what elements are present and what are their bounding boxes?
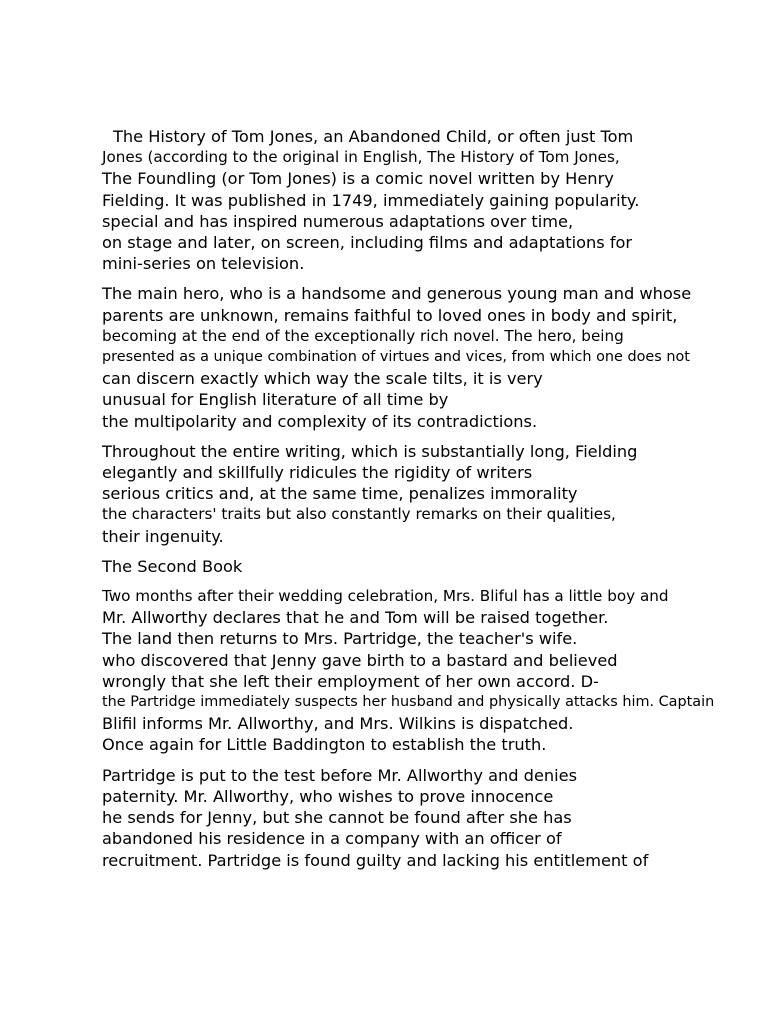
text-line: serious critics and, at the same time, penalizes immorality	[102, 484, 578, 504]
text-line: special and has inspired numerous adaptations over time,	[102, 211, 574, 231]
text-line: wrongly that she left their employment of her own accord. D-	[102, 671, 599, 691]
text-line: the Partridge immediately suspects her husband and physically attacks him. Captain	[102, 694, 715, 711]
text-line: Throughout the entire writing, which is substantially long, Fielding	[102, 441, 638, 461]
paragraph-second-book	[102, 586, 762, 756]
paragraph-fielding	[102, 441, 762, 547]
text-line: becoming at the end of the exceptionally rich novel. The hero, being	[102, 326, 624, 345]
text-line: Once again for Little Baddington to establish the truth.	[102, 735, 547, 755]
text-line: elegantly and skillfully ridicules the rigidity of writers	[102, 463, 533, 483]
document-body	[102, 126, 762, 871]
text-line: unusual for English literature of all time by	[102, 390, 449, 410]
text-line: recruitment. Partridge is found guilty and lacking his entitlement of	[102, 850, 649, 870]
text-line: The land then returns to Mrs. Partridge, the teacher's wife.	[102, 629, 578, 649]
section-heading	[102, 556, 762, 577]
text-line: Partridge is put to the test before Mr. Allworthy and denies	[102, 765, 578, 785]
text-line: Jones (according to the original in English, The History of Tom Jones,	[102, 148, 620, 167]
text-line: parents are unknown, remains faithful to loved ones in body and spirit,	[102, 305, 678, 325]
text-line: their ingenuity.	[102, 526, 224, 546]
text-line: The main hero, who is a handsome and generous young man and whose	[102, 284, 692, 304]
text-line: Two months after their wedding celebration, Mrs. Bliful has a little boy and	[102, 587, 669, 606]
text-line: on stage and later, on screen, including films and adaptations for	[102, 233, 633, 253]
text-line: who discovered that Jenny gave birth to a bastard and believed	[102, 650, 618, 670]
text-line: can discern exactly which way the scale tilts, it is very	[102, 369, 543, 389]
text-line: the multipolarity and complexity of its contradictions.	[102, 411, 538, 431]
paragraph-partridge	[102, 765, 762, 871]
text-line: mini-series on television.	[102, 254, 305, 274]
text-line: paternity. Mr. Allworthy, who wishes to prove innocence	[102, 786, 554, 806]
section-heading-text: The Second Book	[102, 556, 243, 576]
paragraph-main-hero	[102, 283, 762, 431]
text-line: presented as a unique combination of virtues and vices, from which one does not	[102, 349, 690, 366]
text-line: The Foundling (or Tom Jones) is a comic novel written by Henry	[102, 169, 614, 189]
text-line: Fielding. It was published in 1749, immediately gaining popularity.	[102, 190, 640, 210]
text-line: he sends for Jenny, but she cannot be found after she has	[102, 808, 572, 828]
text-line: Mr. Allworthy declares that he and Tom will be raised together.	[102, 608, 609, 628]
text-line: abandoned his residence in a company with an officer of	[102, 829, 562, 849]
text-line: The History of Tom Jones, an Abandoned Child, or often just Tom	[113, 127, 634, 146]
text-line: Blifil informs Mr. Allworthy, and Mrs. Wilkins is dispatched.	[102, 714, 574, 734]
text-line: the characters' traits but also constantly remarks on their qualities,	[102, 505, 616, 524]
paragraph-intro	[102, 126, 762, 274]
